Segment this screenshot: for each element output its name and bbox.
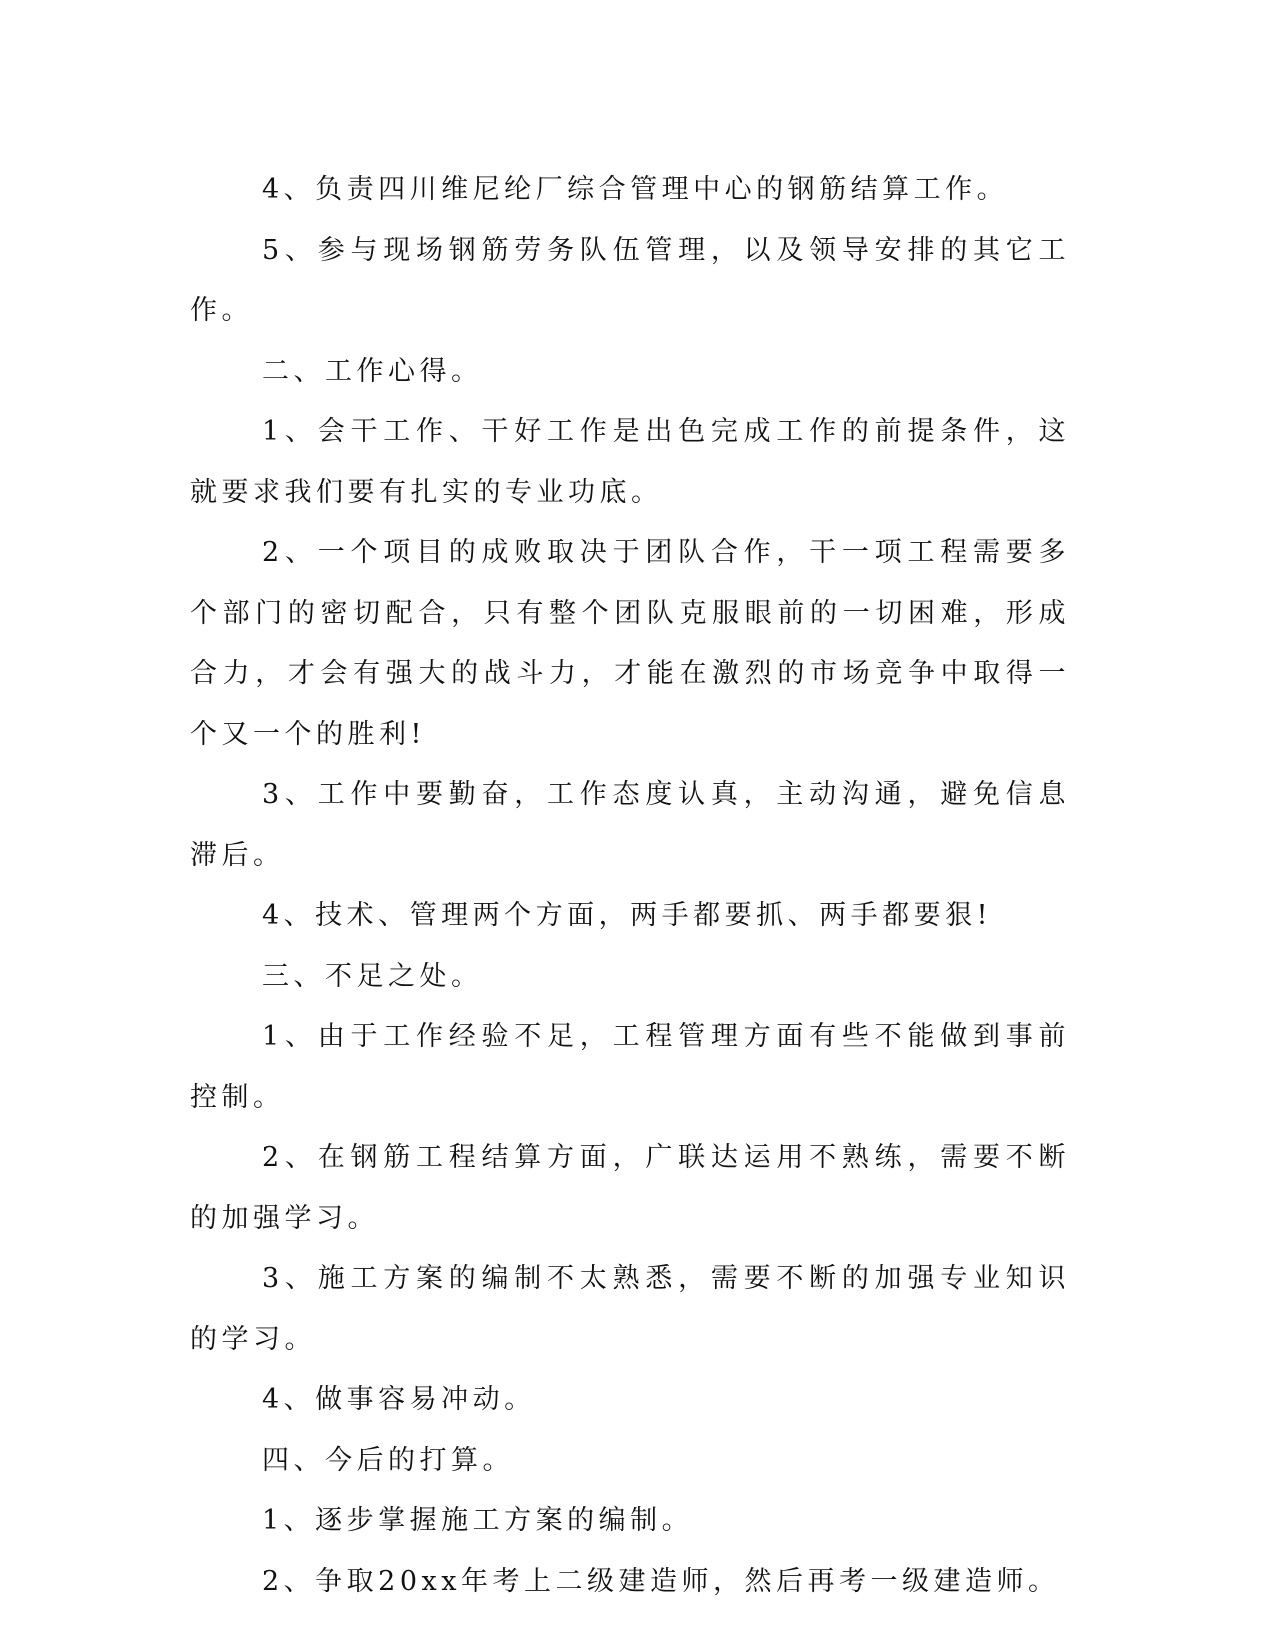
paragraph-shortcoming-4: 4、做事容易冲动。: [262, 1384, 536, 1415]
paragraph-responsibility-5: 5、参与现场钢筋劳务队伍管理，以及领导安排的其它工作。: [190, 234, 1070, 326]
paragraph-shortcoming-3: 3、施工方案的编制不太熟悉，需要不断的加强专业知识的学习。: [190, 1263, 1070, 1355]
document-body: [190, 160, 1070, 1612]
section-heading-shortcomings: 三、不足之处。: [262, 960, 483, 992]
paragraph-experience-3: 3、工作中要勤奋，工作态度认真，主动沟通，避免信息滞后。: [190, 779, 1070, 871]
section-heading-experience: 二、工作心得。: [262, 355, 483, 387]
paragraph-experience-2: 2、一个项目的成败取决于团队合作，干一项工程需要多个部门的密切配合，只有整个团队克服眼前的一切困难，形成合力，才会有强大的战斗力，才能在激烈的市场竞争中取得一个又一个的胜利!: [190, 537, 1070, 750]
paragraph-plan-2: 2、争取20xx年考上二级建造师，然后再考一级建造师。: [262, 1565, 1060, 1597]
paragraph-experience-1: 1、会干工作、干好工作是出色完成工作的前提条件，这就要求我们要有扎实的专业功底。: [190, 416, 1070, 508]
paragraph-plan-1: 1、逐步掌握施工方案的编制。: [262, 1505, 694, 1536]
section-heading-plans: 四、今后的打算。: [262, 1444, 514, 1476]
paragraph-responsibility-4: 4、负责四川维尼纶厂综合管理中心的钢筋结算工作。: [262, 174, 1009, 205]
paragraph-shortcoming-2: 2、在钢筋工程结算方面，广联达运用不熟练，需要不断的加强学习。: [190, 1142, 1070, 1234]
paragraph-shortcoming-1: 1、由于工作经验不足，工程管理方面有些不能做到事前控制。: [190, 1021, 1070, 1113]
paragraph-experience-4: 4、技术、管理两个方面，两手都要抓、两手都要狠!: [262, 900, 993, 931]
